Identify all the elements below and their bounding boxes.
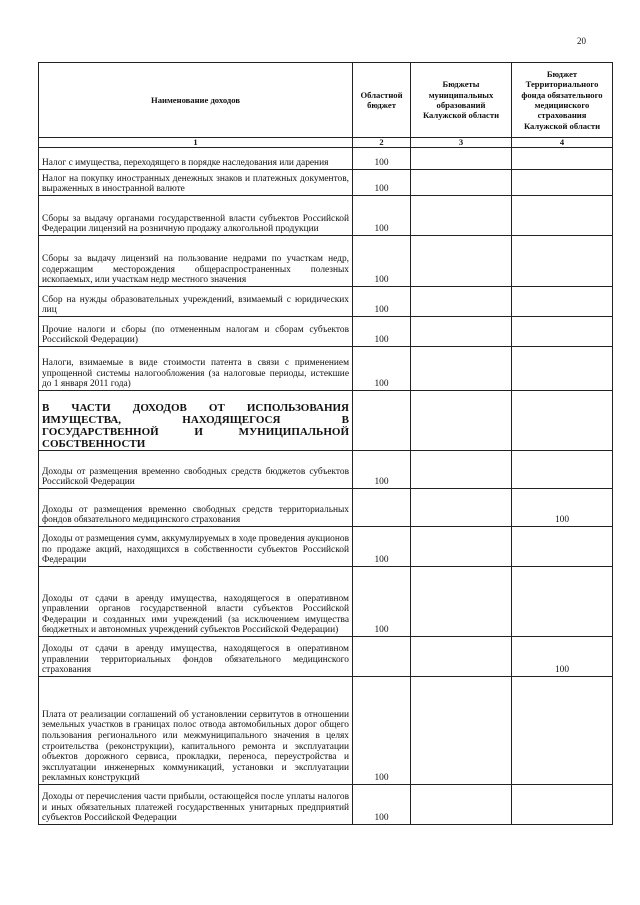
regional-share: 100 bbox=[353, 236, 411, 287]
section-heading: В ЧАСТИ ДОХОДОВ ОТ ИСПОЛЬЗОВАНИЯ ИМУЩЕСТВА, НАХОДЯЩЕГОСЯ В ГОСУДАРСТВЕННОЙ И МУНИЦИПАЛЬНОЙ СОБСТВЕННОСТИ bbox=[39, 391, 353, 451]
municipal-share bbox=[411, 287, 512, 317]
column-number: 3 bbox=[411, 138, 512, 148]
tfoms-share bbox=[512, 170, 613, 196]
column-number: 1 bbox=[39, 138, 353, 148]
header-tfoms-budget: Бюджет Территориального фонда обязательного медицинского страхования Калужской области bbox=[512, 63, 613, 138]
tfoms-share bbox=[512, 287, 613, 317]
revenue-name: Налог с имущества, переходящего в порядке наследования или дарения bbox=[39, 148, 353, 170]
revenue-name: Плата от реализации соглашений об установлении сервитутов в отношении земельных участков в границах полос отвода автомобильных дорог общего пользования регионального или межмуниципального значения в целях строительства (реконструкции), капитального ремонта и эксплуатации объектов дорожного сервиса, прокладки, переноса, переустройства и эксплуатации инженерных коммуникаций, установки и эксплуатации рекламных конструкций bbox=[39, 677, 353, 785]
header-regional-budget: Областной бюджет bbox=[353, 63, 411, 138]
tfoms-share bbox=[512, 785, 613, 825]
regional-share: 100 bbox=[353, 287, 411, 317]
table-row bbox=[39, 287, 613, 317]
tfoms-share bbox=[512, 567, 613, 637]
regional-share: 100 bbox=[353, 677, 411, 785]
tfoms-share bbox=[512, 677, 613, 785]
municipal-share bbox=[411, 677, 512, 785]
section-row bbox=[39, 391, 613, 451]
column-number: 2 bbox=[353, 138, 411, 148]
regional-share: 100 bbox=[353, 451, 411, 489]
revenue-name: Сборы за выдачу органами государственной власти субъектов Российской Федерации лицензий на розничную продажу алкогольной продукции bbox=[39, 196, 353, 236]
revenue-name: Доходы от сдачи в аренду имущества, находящегося в оперативном управлении территориальных фондов обязательного медицинского страхования bbox=[39, 637, 353, 677]
column-number-row bbox=[39, 138, 613, 148]
table-row bbox=[39, 236, 613, 287]
municipal-share bbox=[411, 567, 512, 637]
header-municipal-budgets: Бюджеты муниципальных образований Калужской области bbox=[411, 63, 512, 138]
empty-cell bbox=[411, 391, 512, 451]
regional-share bbox=[353, 637, 411, 677]
municipal-share bbox=[411, 527, 512, 567]
regional-share: 100 bbox=[353, 196, 411, 236]
municipal-share bbox=[411, 148, 512, 170]
revenue-name: Налоги, взимаемые в виде стоимости патента в связи с применением упрощенной системы налогообложения (за налоговые периоды, истекшие до 1 января 2011 года) bbox=[39, 347, 353, 391]
table-row bbox=[39, 677, 613, 785]
municipal-share bbox=[411, 170, 512, 196]
page-number: 20 bbox=[577, 36, 586, 46]
empty-cell bbox=[353, 391, 411, 451]
tfoms-share bbox=[512, 317, 613, 347]
municipal-share bbox=[411, 196, 512, 236]
regional-share: 100 bbox=[353, 785, 411, 825]
revenue-name: Доходы от размещения временно свободных средств бюджетов субъектов Российской Федерации bbox=[39, 451, 353, 489]
table-row bbox=[39, 527, 613, 567]
table-row bbox=[39, 148, 613, 170]
revenue-name: Прочие налоги и сборы (по отмененным налогам и сборам субъектов Российской Федерации) bbox=[39, 317, 353, 347]
table-row bbox=[39, 317, 613, 347]
municipal-share bbox=[411, 347, 512, 391]
municipal-share bbox=[411, 637, 512, 677]
regional-share: 100 bbox=[353, 527, 411, 567]
empty-cell bbox=[512, 391, 613, 451]
table-row bbox=[39, 170, 613, 196]
table-header-row bbox=[39, 63, 613, 138]
revenue-name: Доходы от размещения сумм, аккумулируемых в ходе проведения аукционов по продаже акций, находящихся в собственности субъектов Российской Федерации bbox=[39, 527, 353, 567]
municipal-share bbox=[411, 236, 512, 287]
table-row bbox=[39, 347, 613, 391]
tfoms-share: 100 bbox=[512, 637, 613, 677]
tfoms-share bbox=[512, 196, 613, 236]
regional-share: 100 bbox=[353, 148, 411, 170]
regional-share bbox=[353, 489, 411, 527]
table-row bbox=[39, 451, 613, 489]
municipal-share bbox=[411, 785, 512, 825]
table-row bbox=[39, 567, 613, 637]
municipal-share bbox=[411, 489, 512, 527]
revenue-distribution-table bbox=[38, 62, 613, 825]
table-row bbox=[39, 489, 613, 527]
tfoms-share bbox=[512, 148, 613, 170]
revenue-name: Налог на покупку иностранных денежных знаков и платежных документов, выраженных в иностранной валюте bbox=[39, 170, 353, 196]
revenue-name: Сбор на нужды образовательных учреждений, взимаемый с юридических лиц bbox=[39, 287, 353, 317]
table-row bbox=[39, 637, 613, 677]
tfoms-share bbox=[512, 527, 613, 567]
revenue-name: Доходы от размещения временно свободных средств территориальных фондов обязательного медицинского страхования bbox=[39, 489, 353, 527]
revenue-name: Доходы от сдачи в аренду имущества, находящегося в оперативном управлении органов государственной власти субъектов Российской Федерации и созданных ими учреждений (за исключением имущества бюджетных и автономных учреждений субъектов Российской Федерации) bbox=[39, 567, 353, 637]
table-row bbox=[39, 196, 613, 236]
header-revenue-name: Наименование доходов bbox=[39, 63, 353, 138]
regional-share: 100 bbox=[353, 170, 411, 196]
regional-share: 100 bbox=[353, 567, 411, 637]
tfoms-share bbox=[512, 347, 613, 391]
tfoms-share: 100 bbox=[512, 489, 613, 527]
revenue-name: Сборы за выдачу лицензий на пользование недрами по участкам недр, содержащим месторождения общераспространенных полезных ископаемых, или участкам недр местного значения bbox=[39, 236, 353, 287]
municipal-share bbox=[411, 451, 512, 489]
regional-share: 100 bbox=[353, 347, 411, 391]
tfoms-share bbox=[512, 451, 613, 489]
table-row bbox=[39, 785, 613, 825]
municipal-share bbox=[411, 317, 512, 347]
revenue-name: Доходы от перечисления части прибыли, остающейся после уплаты налогов и иных обязательных платежей государственных унитарных предприятий субъектов Российской Федерации bbox=[39, 785, 353, 825]
column-number: 4 bbox=[512, 138, 613, 148]
tfoms-share bbox=[512, 236, 613, 287]
regional-share: 100 bbox=[353, 317, 411, 347]
